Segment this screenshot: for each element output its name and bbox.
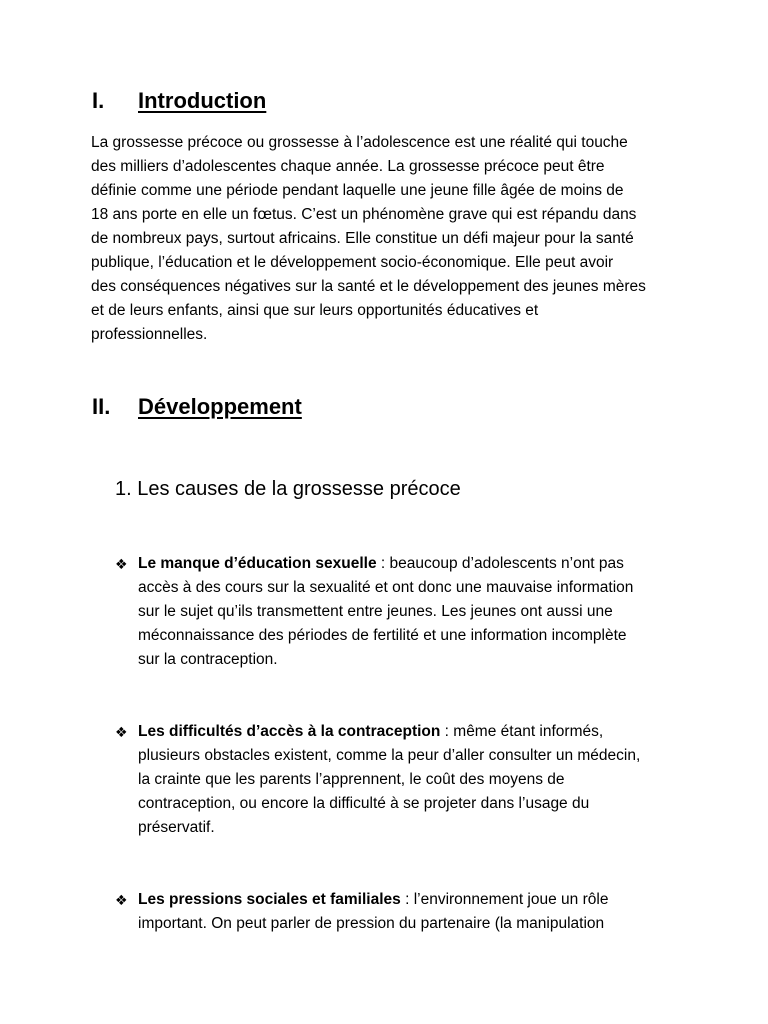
diamond-bullet-icon: ❖ [115, 556, 128, 572]
heading-number: I. [92, 88, 105, 113]
bullet-first-line [138, 552, 633, 576]
paragraph-line: 18 ans porte en elle un fœtus. C’est un phénomène grave qui est répandu dans [91, 206, 637, 223]
section-heading-developpement [0, 393, 302, 421]
bullet-line: important. On peut parler de pression du partenaire (la manipulation [138, 915, 605, 932]
heading-number: II. [92, 394, 111, 419]
heading-title: Introduction [138, 88, 267, 113]
bullet-line-rest: : l’environnement joue un rôle [400, 891, 609, 908]
bullet-text [138, 888, 608, 936]
bullet-line: méconnaissance des périodes de fertilité et une information incomplète [138, 627, 627, 644]
subsection-heading-causes: 1. Les causes de la grossesse précoce [115, 478, 461, 500]
heading-title: Développement [138, 394, 302, 419]
introduction-paragraph [91, 131, 691, 347]
bullet-line: plusieurs obstacles existent, comme la peur d’aller consulter un médecin, [138, 747, 641, 764]
bullet-text [138, 552, 633, 672]
paragraph-line: publique, l’éducation et le développement socio-économique. Elle peut avoir [91, 254, 614, 271]
paragraph-line: des milliers d’adolescentes chaque année. La grossesse précoce peut être [91, 158, 605, 175]
bullet-line-rest: : même étant informés, [440, 723, 604, 740]
diamond-bullet-icon: ❖ [115, 724, 128, 740]
paragraph-line: définie comme une période pendant laquelle une jeune fille âgée de moins de [91, 182, 624, 199]
paragraph-line: des conséquences négatives sur la santé et le développement des jeunes mères [91, 278, 646, 295]
bullet-line: accès à des cours sur la sexualité et ont donc une mauvaise information [138, 579, 634, 596]
bullet-line: sur le sujet qu’ils transmettent entre jeunes. Les jeunes ont aussi une [138, 603, 613, 620]
bullet-first-line [138, 888, 608, 912]
paragraph-line: et de leurs enfants, ainsi que sur leurs opportunités éducatives et [91, 302, 539, 319]
bullet-term: Le manque d’éducation sexuelle [138, 555, 377, 572]
paragraph-line: professionnelles. [91, 326, 208, 343]
bullet-line: contraception, ou encore la difficulté à se projeter dans l’usage du [138, 795, 590, 812]
bullet-term: Les pressions sociales et familiales [138, 891, 401, 908]
bullet-first-line [138, 720, 640, 744]
bullet-text [138, 720, 640, 840]
section-heading-introduction [0, 87, 266, 115]
bullet-line-rest: : beaucoup d’adolescents n’ont pas [376, 555, 624, 572]
bullet-term: Les difficultés d’accès à la contraception [138, 723, 441, 740]
paragraph-line: La grossesse précoce ou grossesse à l’adolescence est une réalité qui touche [91, 134, 628, 151]
bullet-line: préservatif. [138, 819, 215, 836]
diamond-bullet-icon: ❖ [115, 892, 128, 908]
bullet-line: sur la contraception. [138, 651, 278, 668]
bullet-line: la crainte que les parents l’apprennent, le coût des moyens de [138, 771, 565, 788]
paragraph-line: de nombreux pays, surtout africains. Elle constitue un défi majeur pour la santé [91, 230, 634, 247]
